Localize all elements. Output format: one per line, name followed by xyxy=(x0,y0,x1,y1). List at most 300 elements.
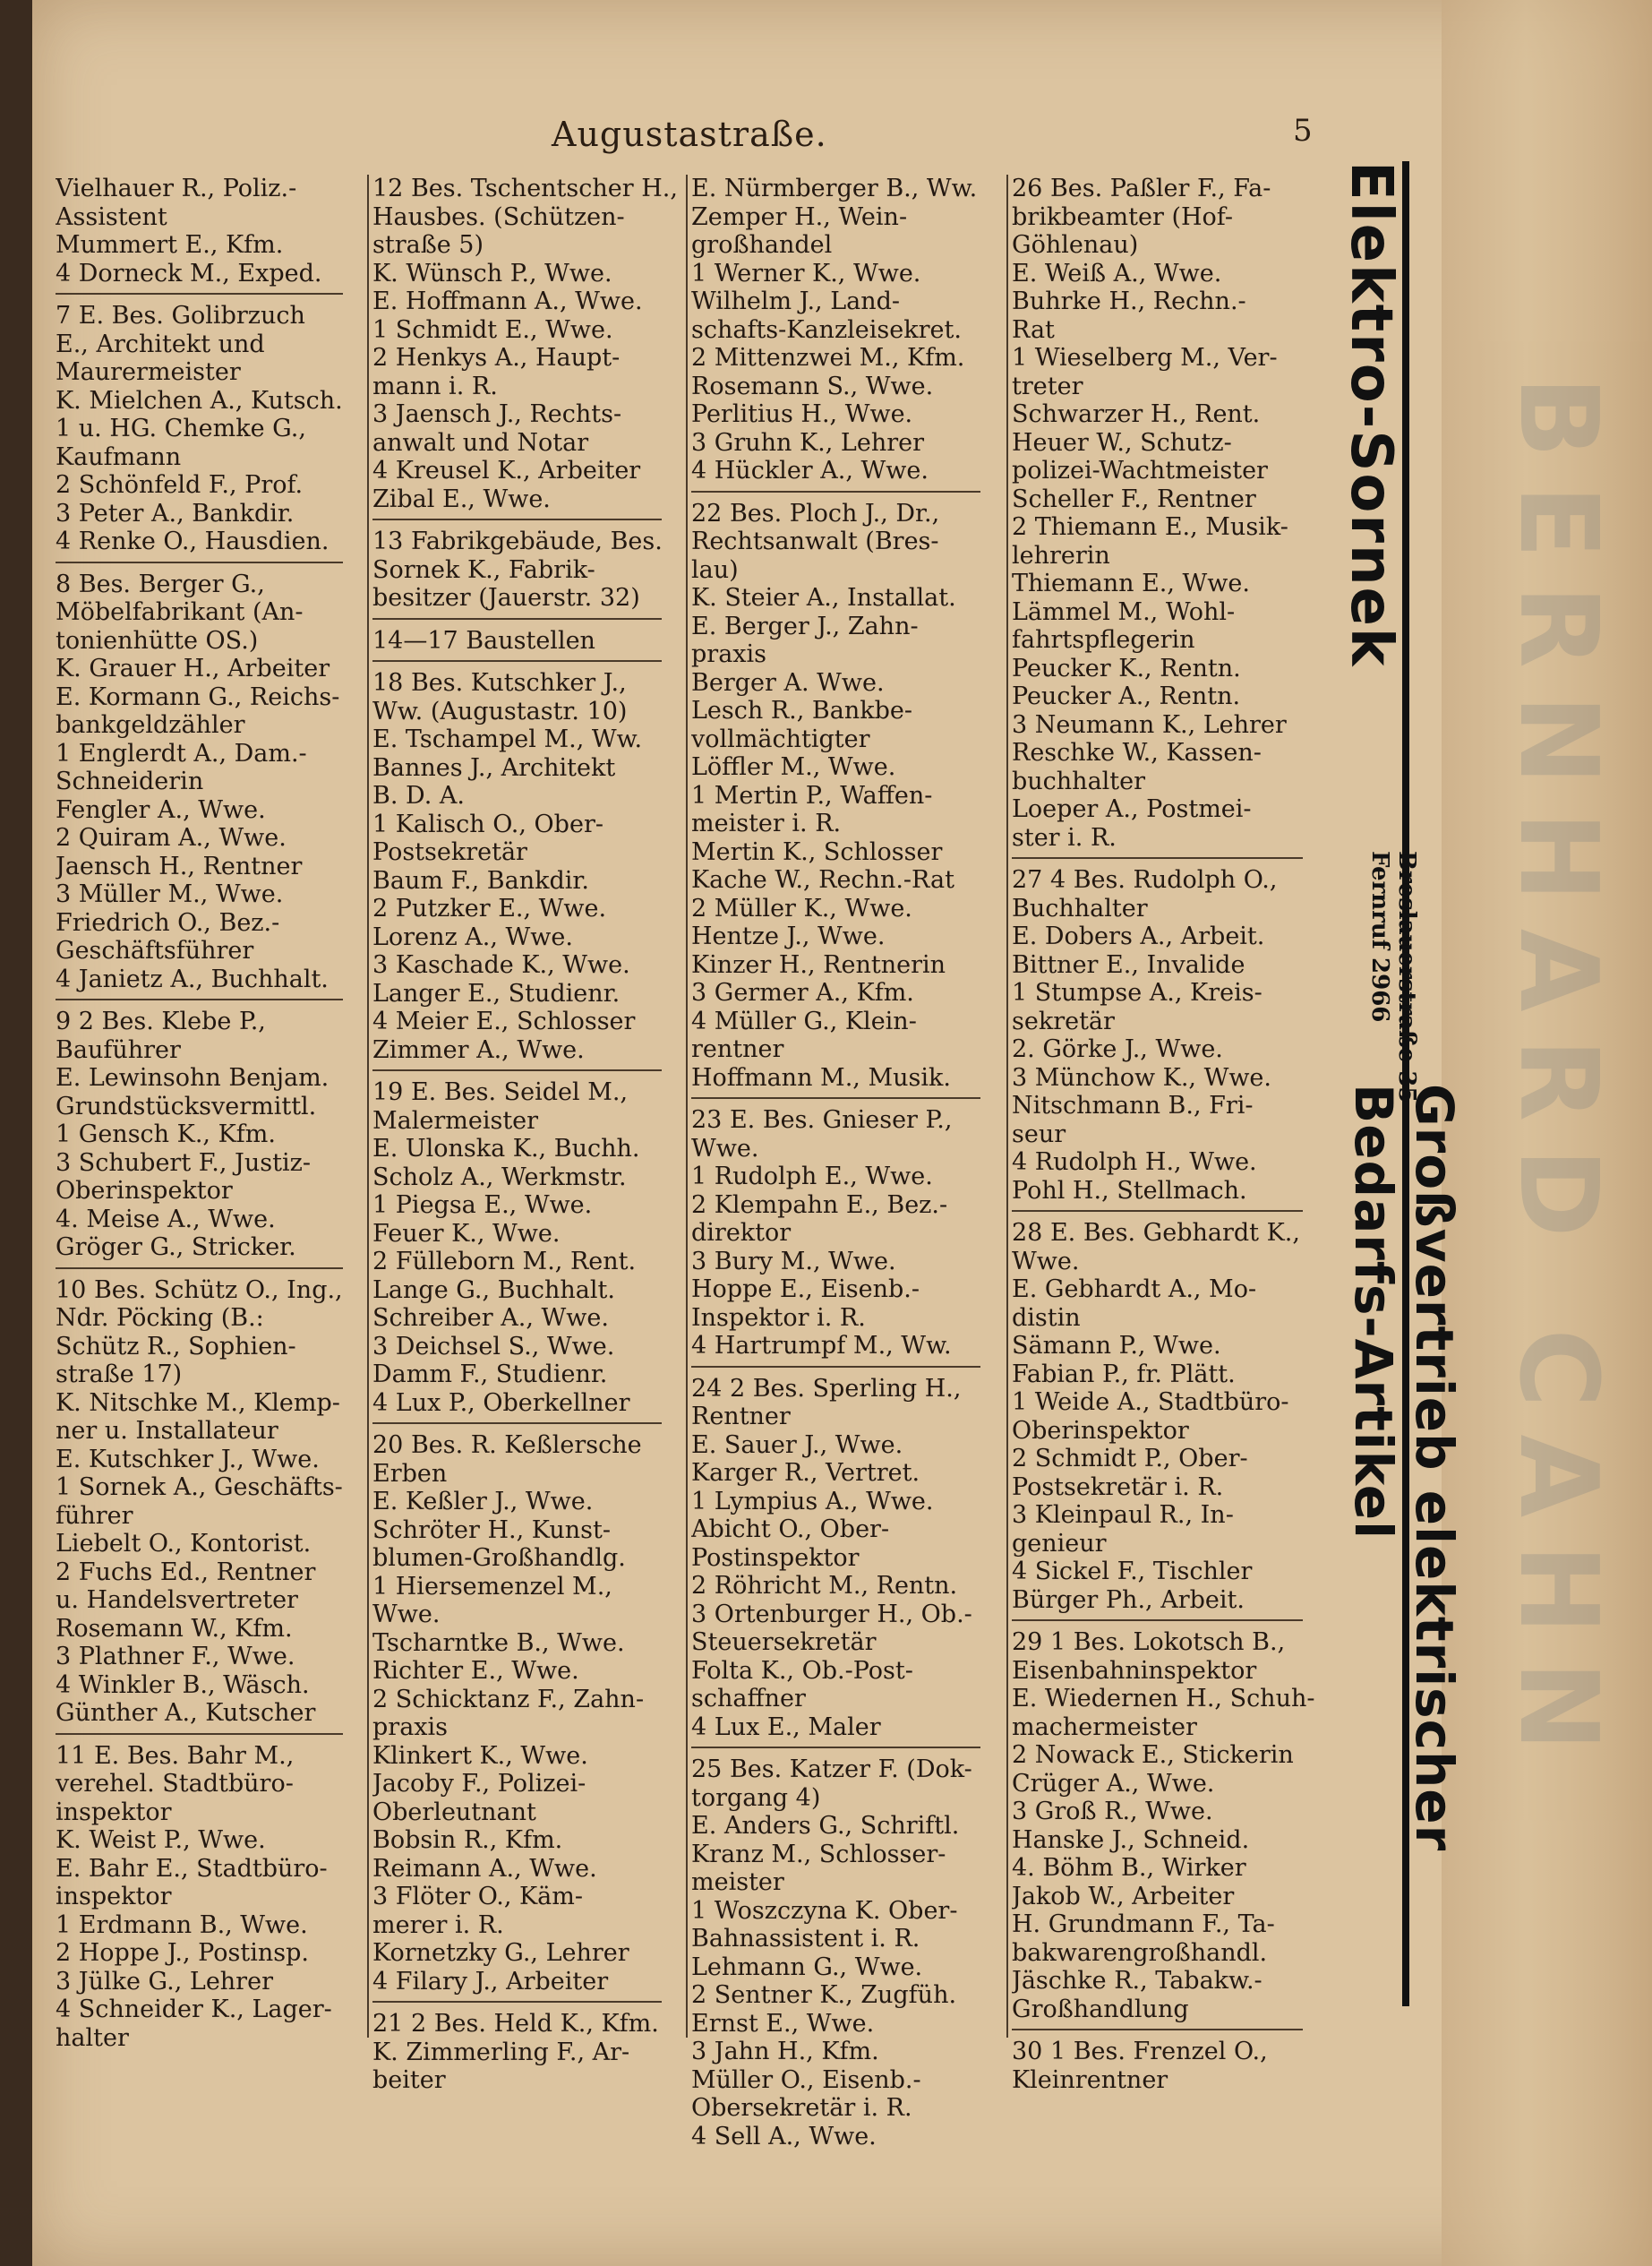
column-2 xyxy=(372,175,680,2095)
directory-entry-line: 4 Filary J., Arbeiter xyxy=(372,1967,609,1996)
directory-entry-line: 25 Bes. Katzer F. (Dok- xyxy=(691,1755,972,1783)
directory-entry-line: 3 Kleinpaul R., In- xyxy=(1012,1501,1234,1529)
directory-entry-line: 4 Sell A., Wwe. xyxy=(691,2122,877,2150)
directory-entry-line: Heuer W., Schutz- xyxy=(1012,428,1232,457)
ad-address: Breslauerstraße 35 xyxy=(1393,851,1420,1103)
directory-entry-line: machermeister xyxy=(1012,1712,1197,1741)
directory-entry-line: 3 Bury M., Wwe. xyxy=(691,1247,896,1275)
house-separator xyxy=(56,293,343,295)
directory-entry-line: Schneiderin xyxy=(56,768,204,795)
directory-entry-line: Eisenbahninspektor xyxy=(1012,1656,1257,1685)
directory-entry-line: 2 Schmidt P., Ober- xyxy=(1012,1445,1248,1472)
directory-entry-line: 3 Schubert F., Justiz- xyxy=(56,1148,311,1177)
directory-entry-line: E. Keßler J., Wwe. xyxy=(372,1488,594,1515)
directory-entry-line: 1 Kalisch O., Ober- xyxy=(372,810,603,838)
directory-entry-line: 11 E. Bes. Bahr M., xyxy=(56,1741,295,1770)
directory-entry-line: E., Architekt und xyxy=(56,330,265,358)
directory-entry-line: lau) xyxy=(691,555,739,584)
directory-entry-line: Loeper A., Postmei- xyxy=(1012,795,1252,823)
directory-entry-line: Maurermeister xyxy=(56,358,241,386)
directory-entry-line: Rosemann S., Wwe. xyxy=(691,372,934,400)
directory-entry-line: Geschäftsführer xyxy=(56,937,254,965)
directory-entry-line: 26 Bes. Paßler F., Fa- xyxy=(1012,175,1271,202)
directory-entry-line: Sämann P., Wwe. xyxy=(1012,1332,1221,1360)
directory-entry-line: Kaufmann xyxy=(56,442,182,471)
directory-entry-line: 3 Gruhn K., Lehrer xyxy=(691,428,924,457)
directory-entry-line: Lämmel M., Wohl- xyxy=(1012,597,1236,626)
directory-entry-line: Ndr. Pöcking (B.: xyxy=(56,1304,264,1332)
directory-entry-line: distin xyxy=(1012,1303,1081,1332)
directory-entry-line: E. Weiß A., Wwe. xyxy=(1012,259,1222,288)
directory-entry-line: 1 Weide A., Stadtbüro- xyxy=(1012,1388,1289,1416)
directory-entry-line: Klinkert K., Wwe. xyxy=(372,1741,588,1770)
directory-entry-line: H. Grundmann F., Ta- xyxy=(1012,1910,1275,1938)
house-separator xyxy=(691,1747,980,1748)
directory-entry-line: 3 Jahn H., Kfm. xyxy=(691,2038,879,2065)
directory-entry-line: 2 Mittenzwei M., Kfm. xyxy=(691,344,965,372)
directory-entry-line: 30 1 Bes. Frenzel O., xyxy=(1012,2038,1268,2065)
directory-entry-line: 2 Henkys A., Haupt- xyxy=(372,344,621,372)
directory-entry-line: Bobsin R., Kfm. xyxy=(372,1826,563,1854)
directory-entry-line: Rosemann W., Kfm. xyxy=(56,1614,293,1643)
directory-entry-line: Zimmer A., Wwe. xyxy=(372,1035,585,1064)
column-3 xyxy=(691,175,999,2150)
directory-entry-line: 3 Germer A., Kfm. xyxy=(691,979,914,1007)
directory-entry-line: Hentze J., Wwe. xyxy=(691,923,886,950)
directory-entry-line: Ernst E., Wwe. xyxy=(691,2009,875,2038)
directory-entry-line: Lange G., Buchhalt. xyxy=(372,1275,615,1304)
directory-entry-line: Lorenz A., Wwe. xyxy=(372,923,573,951)
directory-entry-line: E. Sauer J., Wwe. xyxy=(691,1430,903,1459)
directory-entry-line: Malermeister xyxy=(372,1106,539,1135)
directory-entry-line: Fabian P., fr. Plätt. xyxy=(1012,1360,1236,1388)
directory-entry-line: 29 1 Bes. Lokotsch B., xyxy=(1012,1628,1286,1656)
directory-entry-line: 2 Fülleborn M., Rent. xyxy=(372,1248,637,1275)
page-number: 5 xyxy=(1293,113,1313,149)
directory-entry-line: E. Ulonska K., Buchh. xyxy=(372,1135,640,1163)
directory-entry-line: Liebelt O., Kontorist. xyxy=(56,1530,312,1558)
directory-entry-line: 1 u. HG. Chemke G., xyxy=(56,415,306,442)
directory-entry-line: Buhrke H., Rechn.- xyxy=(1012,288,1246,315)
directory-entry-line: bankgeldzähler xyxy=(56,711,245,739)
column-1 xyxy=(56,175,362,2052)
directory-entry-line: Tscharntke B., Wwe. xyxy=(372,1628,625,1657)
house-separator xyxy=(691,1366,980,1368)
directory-entry-line: 20 Bes. R. Keßlersche xyxy=(372,1431,642,1459)
directory-entry-line: Grundstücksvermittl. xyxy=(56,1092,317,1120)
directory-entry-line: E. Hoffmann A., Wwe. xyxy=(372,288,643,315)
directory-entry-line: 4 Hückler A., Wwe. xyxy=(691,457,929,485)
directory-entry-line: 4 Müller G., Klein- xyxy=(691,1007,917,1035)
directory-entry-line: K. Zimmerling F., Ar- xyxy=(372,2038,630,2066)
directory-entry-line: Schröter H., Kunst- xyxy=(372,1515,611,1544)
directory-entry-line: E. Kutschker J., Wwe. xyxy=(56,1445,320,1473)
directory-entry-line: 3 Jülke G., Lehrer xyxy=(56,1967,273,1996)
directory-entry-line: 1 Mertin P., Waffen- xyxy=(691,781,933,810)
directory-entry-line: 1 Erdmann B., Wwe. xyxy=(56,1910,308,1939)
directory-entry-line: Schwarzer H., Rent. xyxy=(1012,400,1261,428)
directory-entry-line: E. Nürmberger B., Ww. xyxy=(691,175,978,202)
directory-entry-line: treter xyxy=(1012,372,1083,400)
directory-entry-line: 1 Woszczyna K. Ober- xyxy=(691,1896,958,1925)
column-4 xyxy=(1012,175,1322,2094)
directory-entry-line: Gröger G., Stricker. xyxy=(56,1233,296,1261)
directory-entry-line: Schreiber A., Wwe. xyxy=(372,1304,609,1332)
directory-entry-line: ster i. R. xyxy=(1012,823,1117,852)
directory-entry-line: K. Mielchen A., Kutsch. xyxy=(56,386,343,415)
directory-entry-line: Karger R., Vertret. xyxy=(691,1459,920,1487)
directory-entry-line: 1 Werner K., Wwe. xyxy=(691,259,921,288)
directory-entry-line: merer i. R. xyxy=(372,1910,504,1939)
directory-entry-line: inspektor xyxy=(56,1883,172,1910)
ad-phone: Fernruf 2966 xyxy=(1366,851,1393,1023)
directory-entry-line: 2 Quiram A., Wwe. xyxy=(56,824,287,852)
house-separator xyxy=(372,618,662,620)
page-title: Augustastraße. xyxy=(552,115,827,154)
directory-entry-line: 2 Sentner K., Zugfüh. xyxy=(691,1981,957,2009)
directory-entry-line: rentner xyxy=(691,1035,784,1063)
directory-entry-line: lehrerin xyxy=(1012,541,1110,570)
directory-entry-line: 1 Lympius A., Wwe. xyxy=(691,1487,934,1515)
directory-entry-line: 23 E. Bes. Gnieser P., xyxy=(691,1106,953,1134)
directory-entry-line: Schütz R., Sophien- xyxy=(56,1332,296,1360)
directory-entry-line: Vielhauer R., Poliz.- xyxy=(56,175,297,202)
directory-entry-line: 22 Bes. Ploch J., Dr., xyxy=(691,499,940,528)
house-separator xyxy=(56,562,343,563)
directory-entry-line: direktor xyxy=(691,1219,792,1247)
directory-entry-line: sekretär xyxy=(1012,1007,1115,1035)
directory-entry-line: 14—17 Baustellen xyxy=(372,626,595,655)
directory-entry-line: 4 Janietz A., Buchhalt. xyxy=(56,965,329,993)
column-divider xyxy=(367,175,369,2038)
directory-entry-line: Obersekretär i. R. xyxy=(691,2094,912,2122)
directory-entry-line: vollmächtigter xyxy=(691,725,870,753)
directory-entry-line: torgang 4) xyxy=(691,1783,821,1812)
directory-entry-line: K. Nitschke M., Klemp- xyxy=(56,1388,340,1417)
directory-entry-line: Berger A. Wwe. xyxy=(691,668,885,697)
directory-entry-line: E. Anders G., Schriftl. xyxy=(691,1812,960,1840)
directory-entry-line: Buchhalter xyxy=(1012,894,1148,923)
directory-entry-line: Postsekretär xyxy=(372,838,527,866)
directory-entry-line: 1 Schmidt E., Wwe. xyxy=(372,315,613,344)
directory-entry-line: 3 Deichsel S., Wwe. xyxy=(372,1332,615,1360)
directory-entry-line: 2 Thiemann E., Musik- xyxy=(1012,513,1288,541)
directory-entry-line: 2 Hoppe J., Postinsp. xyxy=(56,1939,309,1967)
directory-entry-line: Jacoby F., Polizei- xyxy=(372,1770,586,1798)
directory-entry-line: 18 Bes. Kutschker J., xyxy=(372,669,627,697)
directory-entry-line: Löffler M., Wwe. xyxy=(691,753,896,781)
directory-entry-line: polizei-Wachtmeister xyxy=(1012,457,1268,485)
directory-entry-line: Friedrich O., Bez.- xyxy=(56,908,280,937)
directory-entry-line: bakwarengroßhandl. xyxy=(1012,1938,1268,1967)
directory-entry-line: Oberinspektor xyxy=(1012,1416,1189,1445)
directory-entry-line: 3 Peter A., Bankdir. xyxy=(56,499,295,528)
directory-entry-line: 4 Hartrumpf M., Ww. xyxy=(691,1332,952,1360)
directory-entry-line: Wwe. xyxy=(372,1601,441,1628)
directory-entry-line: E. Tschampel M., Ww. xyxy=(372,725,643,753)
directory-entry-line: Steuersekretär xyxy=(691,1628,877,1656)
directory-entry-line: ner u. Installateur xyxy=(56,1417,278,1445)
column-divider xyxy=(686,175,688,2038)
directory-entry-line: 27 4 Bes. Rudolph O., xyxy=(1012,866,1278,894)
directory-entry-line: Jäschke R., Tabakw.- xyxy=(1012,1967,1263,1995)
directory-entry-line: E. Berger J., Zahn- xyxy=(691,612,919,640)
directory-entry-line: Postinspektor xyxy=(691,1543,860,1572)
directory-entry-line: Feuer K., Wwe. xyxy=(372,1219,561,1248)
directory-entry-line: Rentner xyxy=(691,1403,791,1430)
directory-entry-line: 2. Görke J., Wwe. xyxy=(1012,1035,1223,1063)
directory-entry-line: Oberinspektor xyxy=(56,1177,233,1205)
directory-entry-line: 1 Englerdt A., Dam.- xyxy=(56,739,307,768)
directory-entry-line: 4 Rudolph H., Wwe. xyxy=(1012,1148,1257,1176)
directory-entry-line: Bannes J., Architekt xyxy=(372,753,616,782)
directory-entry-line: 12 Bes. Tschentscher H., xyxy=(372,175,678,202)
directory-entry-line: K. Grauer H., Arbeiter xyxy=(56,655,330,682)
directory-entry-line: 3 Jaensch J., Rechts- xyxy=(372,400,622,428)
house-separator xyxy=(1012,1210,1303,1212)
directory-entry-line: fahrtspflegerin xyxy=(1012,626,1195,654)
house-separator xyxy=(691,491,980,493)
directory-page xyxy=(32,0,1652,2266)
house-separator xyxy=(372,1422,662,1424)
directory-entry-line: besitzer (Jauerstr. 32) xyxy=(372,584,640,612)
directory-entry-line: 3 Kaschade K., Wwe. xyxy=(372,951,630,979)
directory-entry-line: inspektor xyxy=(56,1798,172,1826)
directory-entry-line: Scholz A., Werkmstr. xyxy=(372,1163,627,1191)
directory-entry-line: Inspektor i. R. xyxy=(691,1303,866,1332)
directory-entry-line: 24 2 Bes. Sperling H., xyxy=(691,1374,962,1403)
directory-entry-line: Mummert E., Kfm. xyxy=(56,231,284,259)
directory-entry-line: 4 Renke O., Hausdien. xyxy=(56,528,330,555)
directory-entry-line: Kleinrentner xyxy=(1012,2065,1168,2094)
directory-entry-line: Langer E., Studienr. xyxy=(372,979,621,1008)
directory-entry-line: Rechtsanwalt (Bres- xyxy=(691,528,939,555)
directory-entry-line: 1 Gensch K., Kfm. xyxy=(56,1120,276,1148)
house-separator xyxy=(372,2001,662,2003)
directory-entry-line: u. Handelsvertreter xyxy=(56,1586,298,1614)
directory-entry-line: praxis xyxy=(691,640,767,668)
column-divider xyxy=(1006,175,1008,2038)
directory-entry-line: seur xyxy=(1012,1120,1066,1148)
directory-entry-line: Perlitius H., Wwe. xyxy=(691,400,913,428)
directory-entry-line: 10 Bes. Schütz O., Ing., xyxy=(56,1275,343,1304)
directory-entry-line: schafts-Kanzleisekret. xyxy=(691,315,962,344)
directory-entry-line: Bittner E., Invalide xyxy=(1012,950,1245,979)
directory-entry-line: straße 5) xyxy=(372,231,484,259)
directory-entry-line: Göhlenau) xyxy=(1012,231,1139,259)
directory-entry-line: Wwe. xyxy=(1012,1247,1080,1275)
ad-slogan: Großvertrieb elektrischer Bedarfs-Artikel xyxy=(1343,1084,1465,1852)
ad-contact xyxy=(1366,851,1420,1103)
directory-entry-line: Bauführer xyxy=(56,1035,181,1064)
directory-entry-line: Pohl H., Stellmach. xyxy=(1012,1176,1247,1205)
directory-entry-line: 28 E. Bes. Gebhardt K., xyxy=(1012,1219,1300,1247)
directory-entry-line: 2 Müller K., Wwe. xyxy=(691,894,912,923)
directory-entry-line: Wilhelm J., Land- xyxy=(691,288,901,315)
directory-entry-line: Scheller F., Rentner xyxy=(1012,485,1256,513)
directory-entry-line: Müller O., Eisenb.- xyxy=(691,2065,921,2094)
directory-entry-line: Rat xyxy=(1012,315,1055,344)
directory-entry-line: 2 Klempahn E., Bez.- xyxy=(691,1190,948,1219)
directory-entry-line: 2 Schönfeld F., Prof. xyxy=(56,471,304,499)
directory-entry-line: Folta K., Ob.-Post- xyxy=(691,1656,913,1685)
ad-company-name: Elektro-Sornek xyxy=(1338,161,1404,668)
directory-entry-line: Assistent xyxy=(56,202,167,231)
directory-entry-line: 13 Fabrikgebäude, Bes. xyxy=(372,528,663,555)
directory-entry-line: 3 Flöter O., Käm- xyxy=(372,1883,583,1910)
house-separator xyxy=(1012,1619,1303,1621)
directory-entry-line: führer xyxy=(56,1501,133,1530)
directory-entry-line: Baum F., Bankdir. xyxy=(372,866,589,895)
directory-entry-line: 21 2 Bes. Held K., Kfm. xyxy=(372,2010,659,2038)
directory-entry-line: 1 Hiersemenzel M., xyxy=(372,1572,612,1601)
directory-entry-line: tonienhütte OS.) xyxy=(56,626,259,655)
directory-entry-line: 4. Böhm B., Wirker xyxy=(1012,1854,1246,1882)
directory-entry-line: 19 E. Bes. Seidel M., xyxy=(372,1078,629,1106)
directory-entry-line: Kornetzky G., Lehrer xyxy=(372,1939,629,1967)
directory-entry-line: großhandel xyxy=(691,231,833,259)
directory-entry-line: E. Gebhardt A., Mo- xyxy=(1012,1275,1257,1303)
directory-entry-line: beiter xyxy=(372,2066,446,2094)
directory-entry-line: 4 Lux E., Maler xyxy=(691,1712,881,1741)
directory-entry-line: Nitschmann B., Fri- xyxy=(1012,1092,1254,1120)
directory-entry-line: Lesch R., Bankbe- xyxy=(691,697,913,725)
directory-entry-line: Hoppe E., Eisenb.- xyxy=(691,1275,920,1303)
directory-entry-line: Reschke W., Kassen- xyxy=(1012,739,1262,767)
directory-entry-line: K. Wünsch P., Wwe. xyxy=(372,259,612,288)
directory-entry-line: 4 Winkler B., Wäsch. xyxy=(56,1670,310,1699)
house-separator xyxy=(1012,2029,1303,2030)
directory-entry-line: Thiemann E., Wwe. xyxy=(1012,570,1250,597)
directory-entry-line: E. Wiedernen H., Schuh- xyxy=(1012,1685,1315,1712)
directory-entry-line: 9 2 Bes. Klebe P., xyxy=(56,1008,266,1035)
directory-entry-line: Möbelfabrikant (An- xyxy=(56,598,304,626)
directory-entry-line: anwalt und Notar xyxy=(372,428,589,457)
directory-entry-line: Kranz M., Schlosser- xyxy=(691,1840,946,1868)
house-separator xyxy=(56,1733,343,1735)
house-separator xyxy=(1012,857,1303,859)
directory-entry-line: Damm F., Studienr. xyxy=(372,1360,608,1388)
directory-entry-line: brikbeamter (Hof- xyxy=(1012,202,1233,231)
directory-entry-line: 1 Stumpse A., Kreis- xyxy=(1012,979,1263,1007)
directory-entry-line: Oberleutnant xyxy=(372,1798,536,1826)
directory-entry-line: Bahnassistent i. R. xyxy=(691,1925,920,1953)
directory-entry-line: Hoffmann M., Musik. xyxy=(691,1063,951,1092)
house-separator xyxy=(372,519,662,520)
directory-entry-line: blumen-Großhandlg. xyxy=(372,1544,626,1572)
directory-entry-line: straße 17) xyxy=(56,1360,183,1388)
house-separator xyxy=(56,1267,343,1269)
directory-entry-line: 3 Münchow K., Wwe. xyxy=(1012,1063,1271,1092)
directory-entry-line: Günther A., Kutscher xyxy=(56,1699,316,1727)
directory-entry-line: 4 Sickel F., Tischler xyxy=(1012,1558,1253,1585)
book-edge xyxy=(1442,0,1652,2266)
directory-entry-line: 4 Lux P., Oberkellner xyxy=(372,1388,630,1417)
directory-entry-line: 2 Fuchs Ed., Rentner xyxy=(56,1558,316,1586)
directory-entry-line: Kache W., Rechn.-Rat xyxy=(691,866,954,894)
directory-entry-line: 4. Meise A., Wwe. xyxy=(56,1205,276,1233)
directory-entry-line: Bürger Ph., Arbeit. xyxy=(1012,1585,1245,1614)
directory-entry-line: 3 Müller M., Wwe. xyxy=(56,880,284,908)
directory-entry-line: Erben xyxy=(372,1459,448,1488)
directory-entry-line: Fengler A., Wwe. xyxy=(56,795,266,824)
house-separator xyxy=(372,1069,662,1071)
directory-entry-line: 3 Groß R., Wwe. xyxy=(1012,1798,1213,1825)
directory-entry-line: buchhalter xyxy=(1012,767,1146,795)
directory-entry-line: meister xyxy=(691,1868,784,1896)
directory-entry-line: 3 Ortenburger H., Ob.- xyxy=(691,1600,972,1628)
advertisement-strip xyxy=(1329,152,1465,2015)
directory-entry-line: Zibal E., Wwe. xyxy=(372,485,551,513)
directory-entry-line: E. Kormann G., Reichs- xyxy=(56,682,340,711)
house-separator xyxy=(372,660,662,662)
directory-entry-line: E. Bahr E., Stadtbüro- xyxy=(56,1854,328,1883)
directory-entry-line: Abicht O., Ober- xyxy=(691,1515,890,1543)
directory-entry-line: verehel. Stadtbüro- xyxy=(56,1770,294,1798)
directory-entry-line: Hausbes. (Schützen- xyxy=(372,202,625,231)
directory-entry-line: meister i. R. xyxy=(691,810,842,837)
directory-entry-line: Peucker A., Rentn. xyxy=(1012,682,1241,710)
directory-entry-line: 4 Meier E., Schlosser xyxy=(372,1008,636,1035)
directory-entry-line: K. Steier A., Installat. xyxy=(691,584,956,612)
directory-entry-line: E. Dobers A., Arbeit. xyxy=(1012,923,1265,950)
directory-entry-line: 4 Kreusel K., Arbeiter xyxy=(372,457,641,485)
directory-entry-line: 4 Schneider K., Lager- xyxy=(56,1996,332,2023)
directory-entry-line: Wwe. xyxy=(691,1134,759,1163)
directory-entry-line: 2 Nowack E., Stickerin xyxy=(1012,1741,1294,1769)
directory-entry-line: Jakob W., Arbeiter xyxy=(1012,1882,1235,1910)
house-separator xyxy=(691,1097,980,1099)
directory-entry-line: 1 Sornek A., Geschäfts- xyxy=(56,1473,343,1501)
directory-entry-line: halter xyxy=(56,2023,129,2052)
directory-entry-line: 8 Bes. Berger G., xyxy=(56,570,265,598)
directory-entry-line: 1 Wieselberg M., Ver- xyxy=(1012,344,1278,372)
directory-entry-line: 4 Dorneck M., Exped. xyxy=(56,259,322,288)
directory-entry-line: Lehmann G., Wwe. xyxy=(691,1953,923,1981)
directory-entry-line: Crüger A., Wwe. xyxy=(1012,1769,1215,1798)
directory-entry-line: E. Lewinsohn Benjam. xyxy=(56,1064,330,1092)
directory-entry-line: genieur xyxy=(1012,1529,1107,1558)
directory-entry-line: 3 Plathner F., Wwe. xyxy=(56,1643,295,1670)
house-separator xyxy=(56,999,343,1000)
directory-entry-line: 2 Röhricht M., Rentn. xyxy=(691,1572,958,1600)
directory-entry-line: 1 Rudolph E., Wwe. xyxy=(691,1163,933,1190)
directory-entry-line: Richter E., Wwe. xyxy=(372,1657,579,1685)
directory-entry-line: Mertin K., Schlosser xyxy=(691,837,943,866)
directory-entry-line: Sornek K., Fabrik- xyxy=(372,555,595,584)
directory-entry-line: Postsekretär i. R. xyxy=(1012,1472,1224,1501)
directory-entry-line: Hanske J., Schneid. xyxy=(1012,1825,1250,1854)
directory-entry-line: K. Weist P., Wwe. xyxy=(56,1826,266,1854)
directory-entry-line: 1 Piegsa E., Wwe. xyxy=(372,1191,593,1219)
directory-entry-line: Ww. (Augustastr. 10) xyxy=(372,697,628,725)
directory-entry-line: mann i. R. xyxy=(372,372,498,400)
directory-entry-line: Zemper H., Wein- xyxy=(691,202,908,231)
directory-entry-line: Großhandlung xyxy=(1012,1995,1189,2023)
directory-entry-line: Reimann A., Wwe. xyxy=(372,1854,597,1883)
directory-entry-line: schaffner xyxy=(691,1685,806,1712)
directory-entry-line: Jaensch H., Rentner xyxy=(56,852,303,880)
directory-entry-line: 2 Putzker E., Wwe. xyxy=(372,895,607,923)
directory-entry-line: 7 E. Bes. Golibrzuch xyxy=(56,302,305,330)
directory-entry-line: 2 Schicktanz F., Zahn- xyxy=(372,1685,645,1713)
directory-entry-line: Kinzer H., Rentnerin xyxy=(691,950,946,979)
bleed-through-text: BERNHARD CAHN xyxy=(1495,376,1620,1779)
directory-entry-line: praxis xyxy=(372,1713,449,1741)
directory-entry-line: B. D. A. xyxy=(372,782,465,810)
directory-entry-line: 3 Neumann K., Lehrer xyxy=(1012,710,1287,739)
directory-entry-line: Peucker K., Rentn. xyxy=(1012,654,1241,682)
